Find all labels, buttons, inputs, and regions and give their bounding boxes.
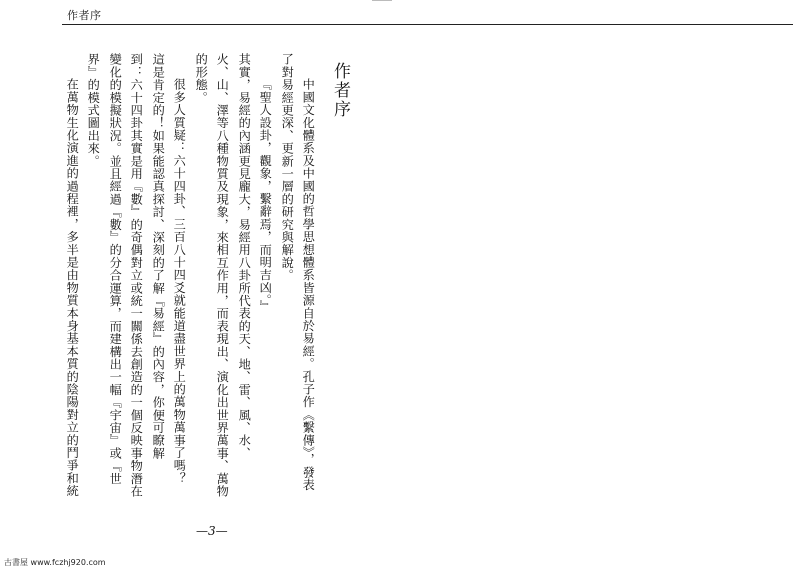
text-line-11: 界』的模式圖出來。 xyxy=(86,53,101,168)
scan-mark xyxy=(372,0,392,4)
text-line-6: 的形態。 xyxy=(194,53,209,104)
footer-site-link[interactable]: 古書屋 www.fczhj920.com xyxy=(4,558,106,567)
text-line-1: 中國文化體系及中國的哲學思想體系皆源自於易經。孔子作《繫傳》，發表 xyxy=(301,78,316,491)
running-header: 作者序 xyxy=(67,9,102,22)
text-line-12: 在萬物生化演進的過程裡，多半是由物質本身基本質的陰陽對立的鬥爭和統 xyxy=(65,78,80,498)
text-line-4: 其實，易經的內涵更見龐大，易經用八卦所代表的天、地、雷、風、水、 xyxy=(237,53,252,460)
text-line-5: 火、山、澤等八種物質及現象，來相互作用，而表現出、演化出世界萬事、萬物 xyxy=(215,53,230,498)
chapter-title: 作者序 xyxy=(330,62,350,119)
text-line-7: 很多人質疑：六十四卦、三百八十四爻就能道盡世界上的萬物萬事了嗎？ xyxy=(172,78,187,485)
header-rule xyxy=(62,24,793,25)
text-line-10: 變化的模擬狀況。並且經過『數』的分合運算，而建構出一幅『宇宙』或『世 xyxy=(108,53,123,485)
text-line-9: 到：六十四卦其實是用『數』的奇偶對立或統一關係去創造的一個反映事物潛在 xyxy=(129,53,144,498)
text-line-3: 『聖人設卦，觀象，繫辭焉，而明吉凶。』 xyxy=(258,78,273,314)
text-line-2: 了對易經更深、更新一層的研究與解說。 xyxy=(280,53,295,282)
page-number: —3— xyxy=(196,524,228,538)
text-line-8: 這是肯定的！如果能認真探討、深刻的了解『易經』的內容，你便可瞭解 xyxy=(151,53,166,460)
